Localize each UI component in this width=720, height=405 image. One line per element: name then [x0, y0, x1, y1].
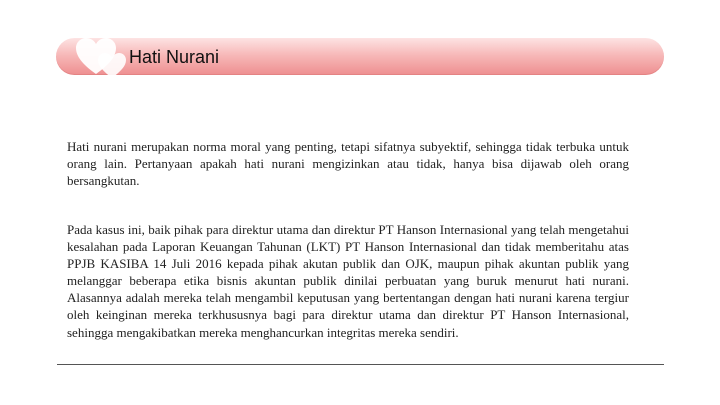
hearts-icon	[74, 34, 134, 80]
page-title: Hati Nurani	[129, 47, 220, 67]
bottom-divider	[57, 364, 664, 365]
paragraph-conscience-definition: Hati nurani merupakan norma moral yang penting, tetapi sifatnya subyektif, sehingga tidak terbuka untuk orang lain. Pertanyaan apakah hati nurani mengizinkan atau tidak, hanya bisa dijawab oleh orang bersangkutan.	[67, 139, 629, 189]
paragraph-case-analysis: Pada kasus ini, baik pihak para direktur utama dan direktur PT Hanson Internasional yang telah mengetahui kesalahan pada Laporan Keuangan Tahunan (LKT) PT Hanson Internasional dan tidak memberitahu atas PPJB KASIBA 14 Juli 2016 kepada pihak akutan publik dan OJK, maupun pihak akuntan publik yang melanggar beberapa etika bisnis akuntan publik dinilai perbuatan yang buruk menurut hati nurani. Alasannya adalah mereka telah mengambil keputusan yang bertentangan dengan hati nurani karena tergiur oleh keinginan mereka terkhususnya bagi para direktur utama dan direktur PT Hanson Internasional, sehingga mengakibatkan mereka menghancurkan integritas mereka sendiri.	[67, 222, 629, 340]
